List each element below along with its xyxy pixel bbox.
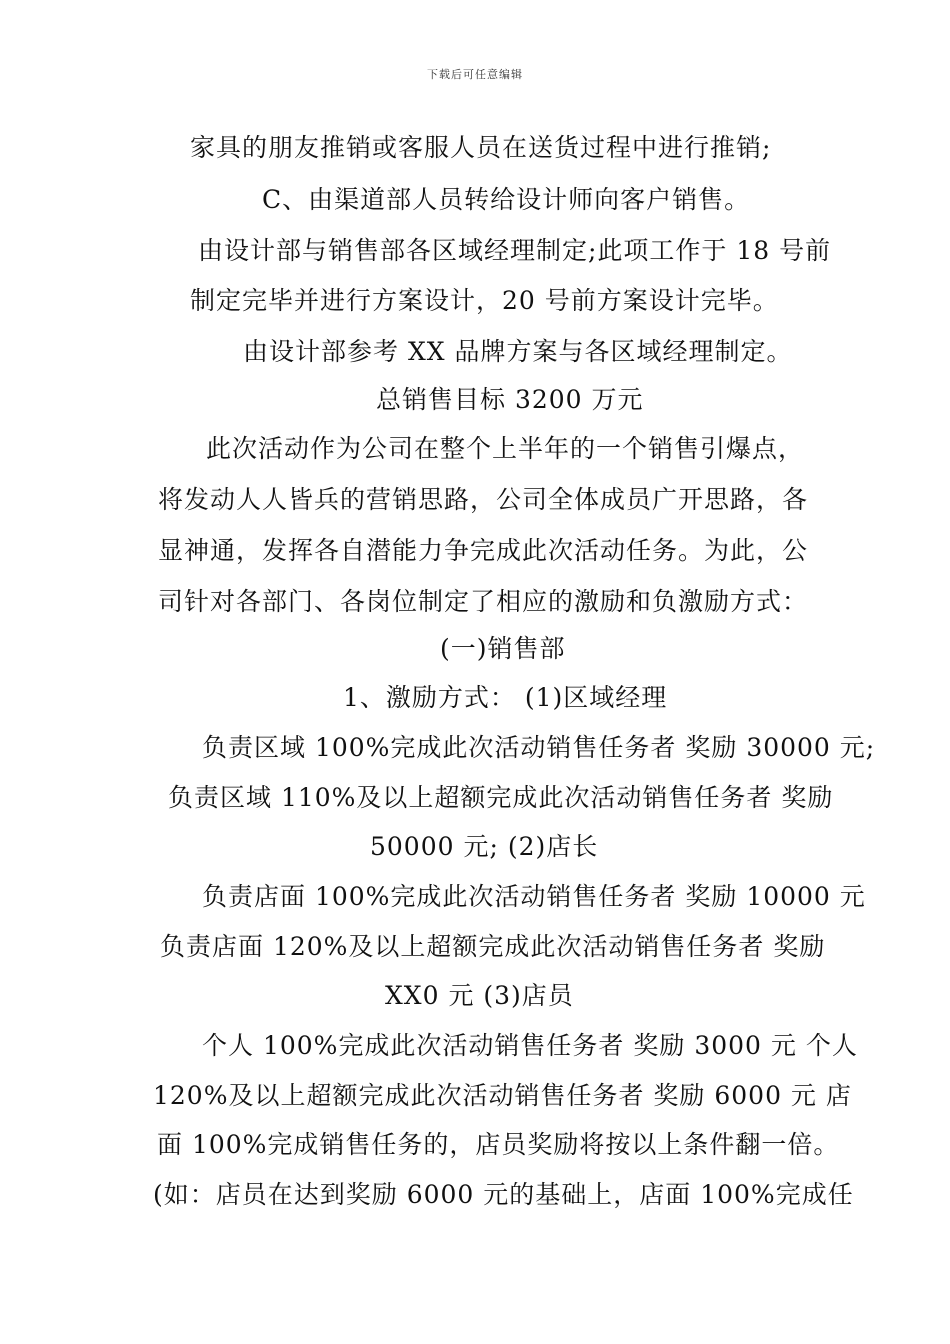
paragraph-line: (如：店员在达到奖励 6000 元的基础上，店面 100%完成任 — [153, 1180, 854, 1209]
subsection-heading: 1、激励方式： (1)区域经理 — [343, 683, 668, 712]
paragraph-line: 负责店面 120%及以上超额完成此次活动销售任务者 奖励 — [160, 932, 826, 961]
paragraph-line: 负责店面 100%完成此次活动销售任务者 奖励 10000 元 — [202, 882, 866, 911]
paragraph-line: 家具的朋友推销或客服人员在送货过程中进行推销; — [190, 133, 772, 162]
paragraph-line: 面 100%完成销售任务的，店员奖励将按以上条件翻一倍。 — [157, 1130, 840, 1159]
paragraph-line: 由设计部参考 XX 品牌方案与各区域经理制定。 — [243, 337, 793, 366]
paragraph-line: C、由渠道部人员转给设计师向客户销售。 — [262, 185, 751, 214]
paragraph-line: 此次活动作为公司在整个上半年的一个销售引爆点， — [206, 434, 805, 463]
paragraph-line: 由设计部与销售部各区域经理制定;此项工作于 18 号前 — [198, 236, 832, 265]
paragraph-line: 个人 100%完成此次活动销售任务者 奖励 3000 元 个人 — [202, 1031, 858, 1060]
section-heading: (一)销售部 — [440, 634, 566, 663]
paragraph-line: 负责区域 110%及以上超额完成此次活动销售任务者 奖励 — [168, 783, 834, 812]
paragraph-line: XX0 元 (3)店员 — [385, 981, 574, 1010]
paragraph-line: 50000 元; (2)店长 — [370, 832, 599, 861]
paragraph-line: 120%及以上超额完成此次活动销售任务者 奖励 6000 元 店 — [153, 1081, 852, 1110]
heading-sales-target: 总销售目标 3200 万元 — [376, 385, 644, 414]
paragraph-line: 显神通，发挥各自潜能力争完成此次活动任务。为此，公 — [158, 536, 809, 565]
paragraph-line: 制定完毕并进行方案设计，20 号前方案设计完毕。 — [190, 286, 779, 315]
paragraph-line: 负责区域 100%完成此次活动销售任务者 奖励 30000 元; — [202, 733, 876, 762]
paragraph-line: 司针对各部门、各岗位制定了相应的激励和负激励方式： — [158, 587, 809, 616]
page-header-watermark: 下载后可任意编辑 — [427, 68, 523, 81]
paragraph-line: 将发动人人皆兵的营销思路，公司全体成员广开思路，各 — [158, 485, 809, 514]
